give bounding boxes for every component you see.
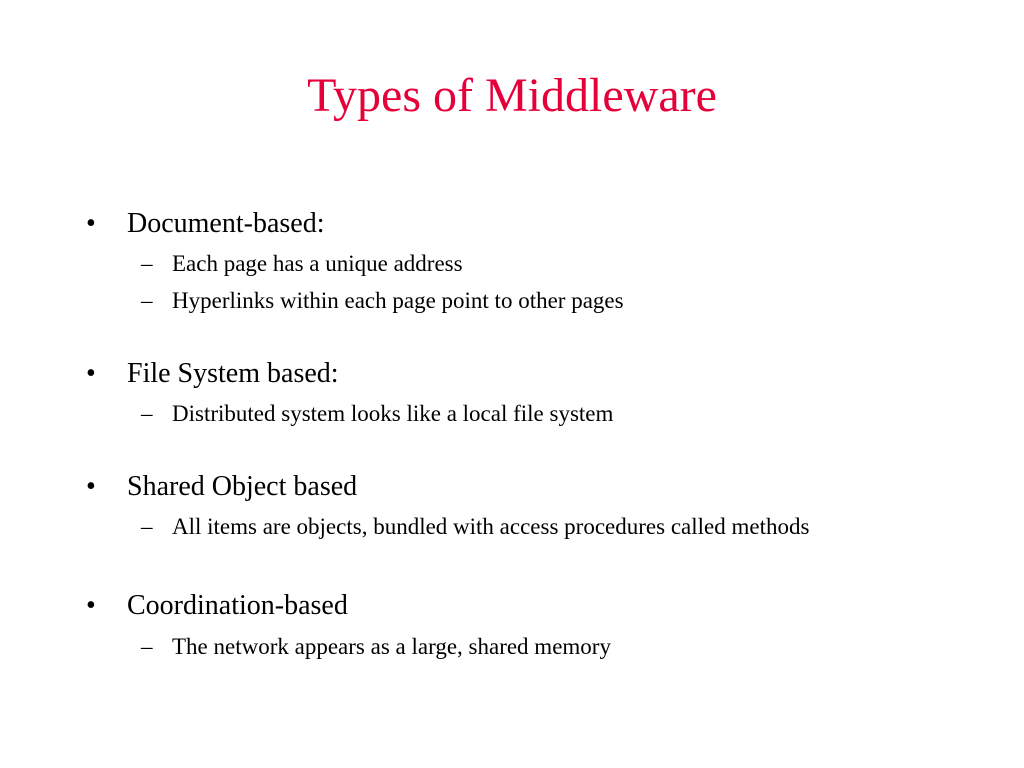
bullet-label: Coordination-based bbox=[127, 590, 348, 621]
dash-icon: – bbox=[141, 251, 153, 276]
sub-bullet-label: Each page has a unique address bbox=[172, 251, 463, 276]
slide-title: Types of Middleware bbox=[307, 69, 717, 122]
sub-bullet-item bbox=[0, 399, 1024, 429]
sub-bullet-item bbox=[0, 249, 1024, 279]
dash-icon: – bbox=[141, 634, 153, 659]
sub-bullet-item bbox=[0, 632, 1024, 662]
bullet-label: Document-based: bbox=[127, 208, 325, 239]
sub-bullet-label: The network appears as a large, shared memory bbox=[172, 634, 611, 659]
bullet-label: File System based: bbox=[127, 358, 339, 389]
sub-bullet-label: All items are objects, bundled with access procedures called methods bbox=[172, 514, 810, 539]
bullet-item bbox=[0, 356, 1024, 392]
sub-bullet-item bbox=[0, 286, 1024, 316]
bullet-icon: • bbox=[86, 590, 96, 621]
bullet-item bbox=[0, 588, 1024, 624]
bullet-item bbox=[0, 469, 1024, 505]
bullet-item bbox=[0, 206, 1024, 242]
bullet-icon: • bbox=[86, 358, 96, 389]
dash-icon: – bbox=[141, 288, 153, 313]
sub-bullet-label: Distributed system looks like a local file system bbox=[172, 401, 614, 426]
bullet-icon: • bbox=[86, 208, 96, 239]
bullet-label: Shared Object based bbox=[127, 471, 358, 502]
dash-icon: – bbox=[141, 401, 153, 426]
sub-bullet-label: Hyperlinks within each page point to other pages bbox=[172, 288, 624, 313]
bullet-icon: • bbox=[86, 471, 96, 502]
dash-icon: – bbox=[141, 514, 153, 539]
sub-bullet-item bbox=[0, 512, 1024, 542]
